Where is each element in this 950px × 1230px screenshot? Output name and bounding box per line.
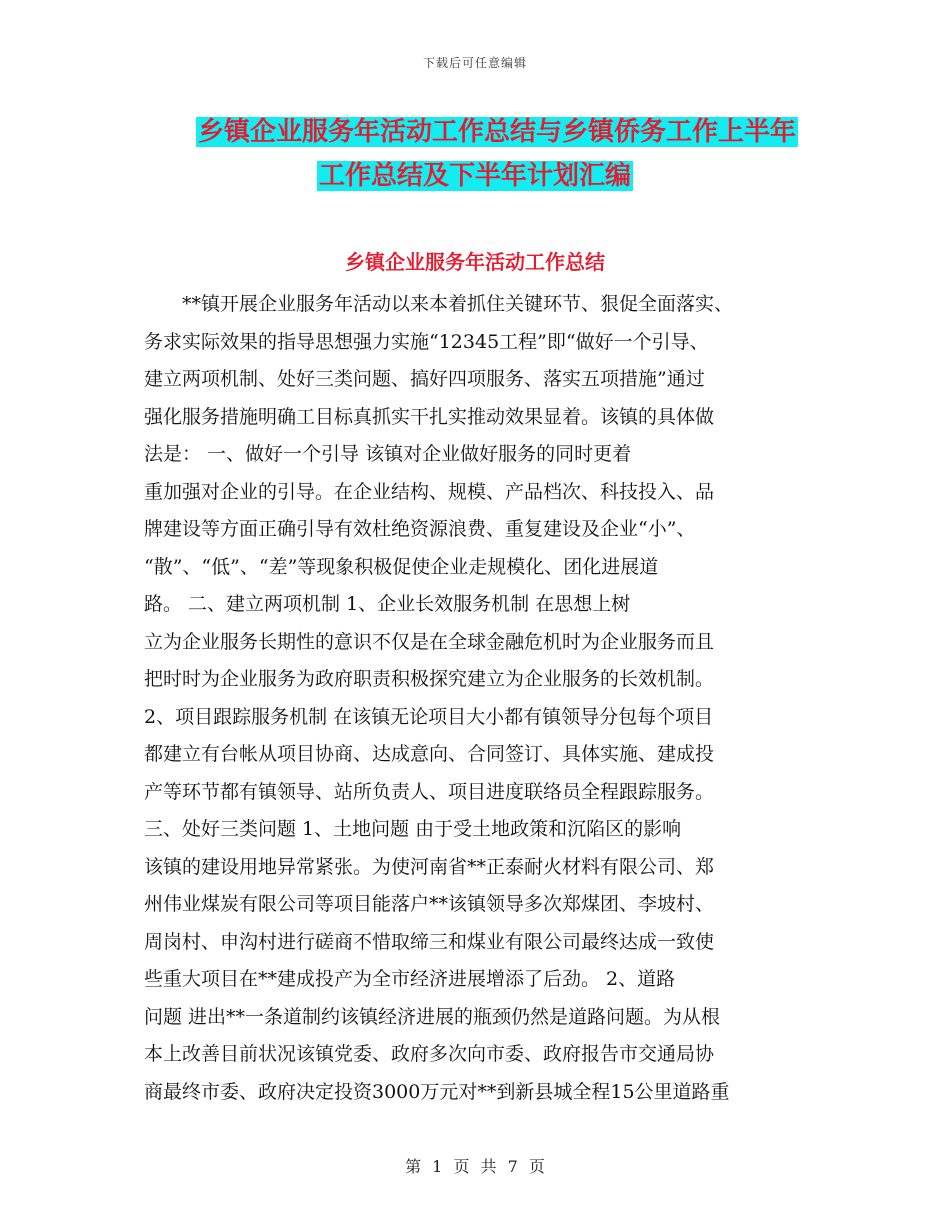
body-line: 强化服务措施明确工目标真抓实干扎实推动效果显着。该镇的具体做 <box>144 405 715 428</box>
body-line: **镇开展企业服务年活动以来本着抓住关键环节、狠促全面落实、 <box>182 293 734 315</box>
body-line: 建立两项机制、处好三类问题、搞好四项服务、落实五项措施”通过 <box>144 368 705 390</box>
body-paragraph <box>144 286 814 1111</box>
body-line: 问题 进出**一条道制约该镇经济进展的瓶颈仍然是道路问题。为从根 <box>144 1005 721 1028</box>
document-title-line-1 <box>22 112 950 152</box>
body-line: 重加强对企业的引导。在企业结构、规模、产品档次、科技投入、品 <box>144 480 715 503</box>
document-title-line-2-text: 工作总结及下半年计划汇编 <box>318 161 631 191</box>
body-line: 把时时为企业服务为政府职责积极探究建立为企业服务的长效机制。 <box>144 668 715 690</box>
body-line: 2、项目跟踪服务机制 在该镇无论项目大小都有镇领导分包每个项目 <box>144 705 714 728</box>
page-number-footer: 第 1 页 共 7 页 <box>405 1157 545 1176</box>
body-line: 商最终市委、政府决定投资3000万元对**到新县城全程15公里道路重 <box>144 1080 730 1103</box>
body-line: “散”、“低”、“差”等现象积极促使企业走规模化、团化进展道 <box>144 555 659 578</box>
body-line: 务求实际效果的指导思想强力实施“12345工程”即“做好一个引导、 <box>144 330 709 353</box>
section-title: 乡镇企业服务年活动工作总结 <box>345 250 605 274</box>
body-line: 周岗村、申沟村进行磋商不惜取缔三和煤业有限公司最终达成一致使 <box>144 930 715 953</box>
body-line: 牌建设等方面正确引导有效杜绝资源浪费、重复建设及企业“小”、 <box>144 518 696 540</box>
body-line: 法是： 一、做好一个引导 该镇对企业做好服务的同时更着 <box>144 443 632 465</box>
body-line: 路。 二、建立两项机制 1、企业长效服务机制 在思想上树 <box>144 593 631 615</box>
document-title-line-2 <box>0 156 950 196</box>
body-line: 三、处好三类问题 1、土地问题 由于受土地政策和沉陷区的影响 <box>144 818 682 840</box>
body-line: 都建立有台帐从项目协商、达成意向、合同签订、具体实施、建成投 <box>144 743 715 765</box>
body-line: 些重大项目在**建成投产为全市经济进展增添了后劲。 2、道路 <box>144 968 676 990</box>
body-line: 本上改善目前状况该镇党委、政府多次向市委、政府报告市交通局协 <box>144 1043 715 1065</box>
document-title-line-1-text: 乡镇企业服务年活动工作总结与乡镇侨务工作上半年 <box>197 117 796 147</box>
body-line: 州伟业煤炭有限公司等项目能落户**该镇领导多次郑煤团、李坡村、 <box>144 893 715 915</box>
header-note: 下载后可任意编辑 <box>422 56 527 70</box>
body-line: 立为企业服务长期性的意识不仅是在全球金融危机时为企业服务而且 <box>144 630 715 653</box>
body-line: 产等环节都有镇领导、站所负责人、项目进度联络员全程跟踪服务。 <box>144 780 715 803</box>
body-line: 该镇的建设用地异常紧张。为使河南省**正泰耐火材料有限公司、郑 <box>144 855 715 878</box>
